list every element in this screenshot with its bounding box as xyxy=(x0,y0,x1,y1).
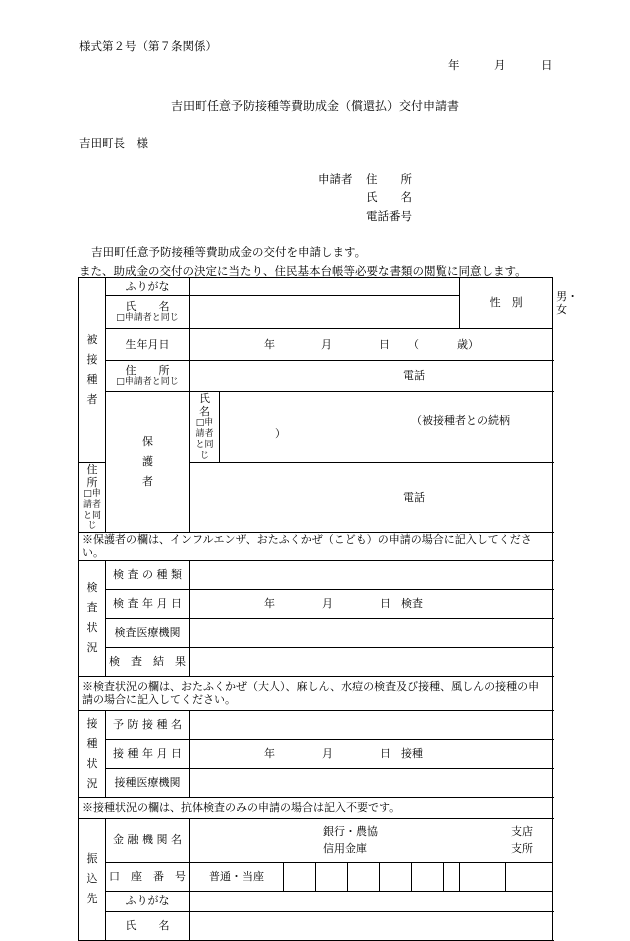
account-holder-name-label: 氏 名 xyxy=(106,911,190,940)
vaccination-facility-label: 接種医療機関 xyxy=(106,768,190,797)
vaccinee-phone-label: 電話 xyxy=(403,369,425,383)
guardian-relation-close: ） xyxy=(275,426,286,440)
guardian-relation-label: （被接種者との続柄 xyxy=(411,413,510,427)
vaccination-note: ※接種状況の欄は、抗体検査のみの申請の場合は記入不要です。 xyxy=(79,797,553,818)
vaccinee-address-label-cell xyxy=(106,361,190,392)
vaccination-section-label: 接種状況 xyxy=(79,710,106,797)
account-digit-4[interactable] xyxy=(380,862,412,891)
vaccination-suffix: 接種 xyxy=(401,746,423,760)
test-note: ※検査状況の欄は、おたふくかぜ（大人）、麻しん、水痘の検査及び接種、風しんの接種の申請の場合に記入してください。 xyxy=(79,676,553,710)
transfer-section-label: 振込先 xyxy=(79,818,106,940)
branch-type-2: 支所 xyxy=(511,842,533,855)
account-type-field[interactable]: 普通・当座 xyxy=(190,862,284,891)
account-digit-8[interactable] xyxy=(506,862,553,891)
account-digit-6[interactable] xyxy=(444,862,460,891)
guardian-same-as-applicant-checkbox[interactable]: □申請者と同じ xyxy=(195,418,214,461)
guardian-name-label: 氏 名 xyxy=(199,392,232,419)
vaccinee-name-label: 氏 名 xyxy=(125,300,170,313)
date-month-label: 月 xyxy=(494,58,506,72)
test-month-unit: 月 xyxy=(322,596,333,610)
date-year-label: 年 xyxy=(448,58,460,72)
account-holder-furigana-field[interactable] xyxy=(190,891,553,911)
vaccination-name-field[interactable] xyxy=(190,710,553,739)
test-type-label: 検 査 の 種 類 xyxy=(106,560,190,589)
applicant-label: 申請者 xyxy=(318,172,353,186)
consent-line-1: 吉田町任意予防接種等費助成金の交付を申請します。 xyxy=(91,245,367,259)
consent-line-2: また、助成金の交付の決定に当たり、住民基本台帳等必要な書類の閲覧に同意します。 xyxy=(79,264,527,278)
applicant-name-label: 氏 名 xyxy=(366,190,412,204)
vaccinee-same-as-applicant-checkbox[interactable]: □申請者と同じ xyxy=(116,313,179,324)
test-facility-label: 検査医療機関 xyxy=(106,618,190,647)
account-digit-2[interactable] xyxy=(316,862,348,891)
test-date-label: 検 査 年 月 日 xyxy=(106,589,190,618)
vaccination-day-unit: 日 xyxy=(380,746,391,760)
vaccinee-furigana-label: ふりがな xyxy=(106,278,190,296)
age-unit: 歳） xyxy=(457,337,479,351)
vaccinee-address-field[interactable] xyxy=(190,361,553,392)
test-date-field[interactable] xyxy=(190,589,553,618)
applicant-phone-label: 電話番号 xyxy=(366,209,412,223)
guardian-address-same-checkbox[interactable]: □申請者と同じ xyxy=(82,488,101,532)
guardian-name-field[interactable] xyxy=(220,392,553,463)
guardian-phone-label: 電話 xyxy=(403,490,425,504)
dob-month-unit: 月 xyxy=(321,337,332,351)
vaccination-facility-field[interactable] xyxy=(190,768,553,797)
guardian-address-label-cell xyxy=(79,462,120,533)
vaccinee-section-label: 被接種者 xyxy=(79,278,106,463)
branch-type-1: 支店 xyxy=(511,825,533,838)
account-number-label: 口 座 番 号 xyxy=(106,862,190,891)
bank-name-field[interactable] xyxy=(190,818,553,862)
form-number: 様式第２号（第７条関係） xyxy=(79,39,217,53)
account-digit-1[interactable] xyxy=(284,862,316,891)
test-year-unit: 年 xyxy=(264,596,275,610)
vaccination-date-label: 接 種 年 月 日 xyxy=(106,739,190,768)
test-suffix: 検査 xyxy=(401,596,423,610)
vaccination-month-unit: 月 xyxy=(322,746,333,760)
vaccinee-address-same-checkbox[interactable]: □申請者と同じ xyxy=(116,377,179,388)
dob-year-unit: 年 xyxy=(264,337,275,351)
bank-type-2: 信用金庫 xyxy=(323,842,367,855)
guardian-note: ※保護者の欄は、インフルエンザ、おたふくかぜ（こども）の申請の場合に記入してください。 xyxy=(79,533,553,560)
guardian-address-label: 住 所 xyxy=(86,462,120,489)
application-form-table: 被接種者 ふりがな 性 別 男・女 氏 名 □申請者と同じ 生年月日 年 月 日 （ 歳） 住 所 □申請者と同じ 電話 保護者 氏 名 □申請者と同じ （被接種者との続柄） 住 所 □申請者と同じ 電話 ※保護者の欄は、インフルエンザ、おたふくかぜ（こども）の申請の場合に記入してください。 検査状況 検 査 の 種 類 検 査 年 月 日 年 月 日 検査 検査医療機関 検 査 結 果 ※検査状況の欄は、おたふくかぜ（大人）、麻しん、水痘の検査及び接種、風しんの接種の申請の場合に記入してください。 接種状況 予 防 接 種 名 接 種 年 月 日 年 月 日 接種 接種医療機関 ※接種状況の欄は、抗体検査のみの申請の場合は記入不要です。 振込先 金 融 機 関 名 銀行・農協 信用金庫 支店 支所 口 座 番 号 普通・当座 ふりがな 氏 名 xyxy=(78,277,553,941)
guardian-address-field[interactable] xyxy=(190,462,553,533)
vaccination-name-label: 予 防 接 種 名 xyxy=(106,710,190,739)
account-holder-name-field[interactable] xyxy=(190,911,553,940)
test-result-field[interactable] xyxy=(190,647,553,676)
account-holder-furigana-label: ふりがな xyxy=(106,891,190,911)
test-result-label: 検 査 結 果 xyxy=(106,647,190,676)
bank-name-label: 金 融 機 関 名 xyxy=(106,818,190,862)
vaccinee-name-field[interactable] xyxy=(190,296,460,329)
document-title: 吉田町任意予防接種等費助成金（償還払）交付申請書 xyxy=(170,99,459,113)
vaccinee-name-label-cell xyxy=(106,296,190,329)
vaccination-date-field[interactable] xyxy=(190,739,553,768)
test-type-field[interactable] xyxy=(190,560,553,589)
age-open: （ xyxy=(408,337,419,351)
test-section-label: 検査状況 xyxy=(79,560,106,676)
account-digit-5[interactable] xyxy=(412,862,444,891)
vaccinee-dob-field[interactable] xyxy=(190,329,553,361)
dob-day-unit: 日 xyxy=(379,337,390,351)
test-day-unit: 日 xyxy=(380,596,391,610)
account-digit-3[interactable] xyxy=(348,862,380,891)
addressee: 吉田町長 様 xyxy=(79,136,148,150)
applicant-address-label: 住 所 xyxy=(366,172,412,186)
guardian-name-label-cell xyxy=(190,392,232,463)
vaccinee-dob-label: 生年月日 xyxy=(106,329,190,361)
date-day-label: 日 xyxy=(541,58,553,72)
vaccinee-gender-label: 性 別 xyxy=(460,278,553,329)
test-facility-field[interactable] xyxy=(190,618,553,647)
vaccination-year-unit: 年 xyxy=(264,746,275,760)
account-digit-7[interactable] xyxy=(460,862,506,891)
bank-type-1: 銀行・農協 xyxy=(323,825,378,838)
vaccinee-furigana-field[interactable] xyxy=(190,278,460,296)
vaccinee-address-label: 住 所 xyxy=(125,364,170,377)
guardian-section-label: 保護者 xyxy=(106,392,190,533)
